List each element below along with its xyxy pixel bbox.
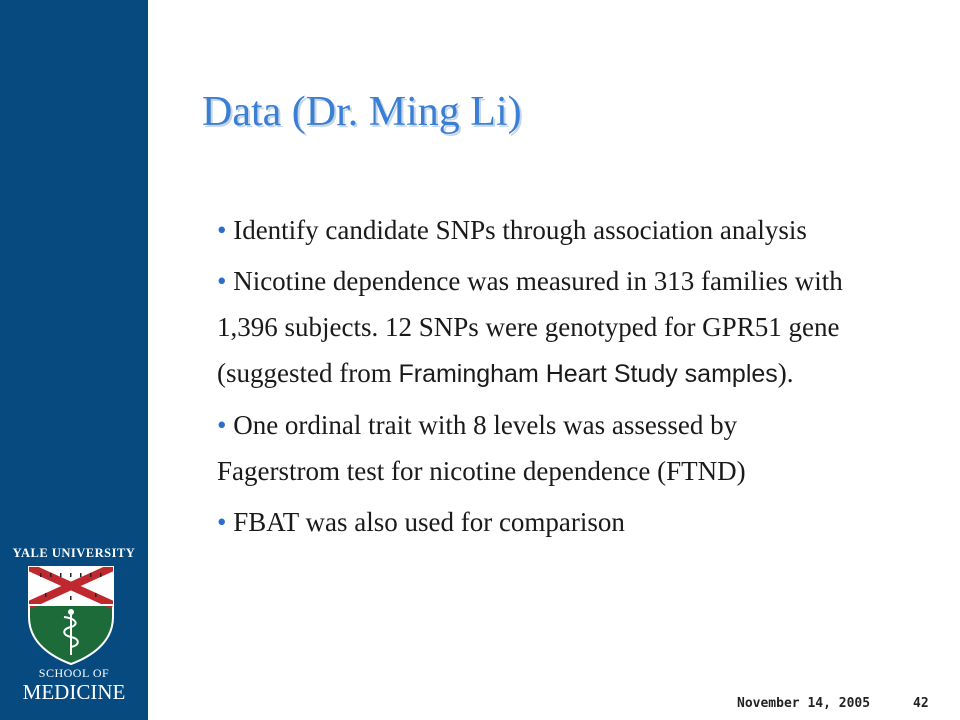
bullet-item — [217, 207, 857, 253]
bullet-text-tail: ). — [777, 358, 794, 388]
yale-medicine-logo — [0, 540, 148, 720]
page-number: 42 — [913, 696, 929, 711]
logo-school-text: SCHOOL OF — [38, 666, 110, 680]
bullet-item — [217, 258, 857, 397]
bullet-marker: • — [217, 266, 227, 296]
shield-icon — [26, 565, 116, 665]
slide-title: Data (Dr. Ming Li) — [202, 89, 522, 135]
bullet-marker: • — [217, 507, 227, 537]
bullet-text: Nicotine dependence was measured in 313 families with 1,396 subjects. 12 SNPs were genotyped for GPR51 gene (suggested from — [217, 266, 843, 388]
bullet-text: FBAT was also used for comparison — [233, 507, 625, 537]
bullet-list — [217, 207, 857, 550]
bullet-item — [217, 499, 857, 545]
logo-university-text: YALE UNIVERSITY — [12, 546, 136, 560]
bullet-text-sans: Framingham Heart Study samples — [398, 360, 778, 388]
bullet-marker: • — [217, 410, 227, 440]
bullet-marker: • — [217, 215, 227, 245]
bullet-text: Identify candidate SNPs through association analysis — [233, 215, 807, 245]
footer-date: November 14, 2005 — [737, 696, 871, 711]
bullet-item — [217, 402, 857, 494]
bullet-text: One ordinal trait with 8 levels was assessed by Fagerstrom test for nicotine dependence (FTND) — [217, 410, 746, 486]
sidebar — [0, 0, 148, 720]
logo-medicine-text: MEDICINE — [22, 680, 126, 704]
